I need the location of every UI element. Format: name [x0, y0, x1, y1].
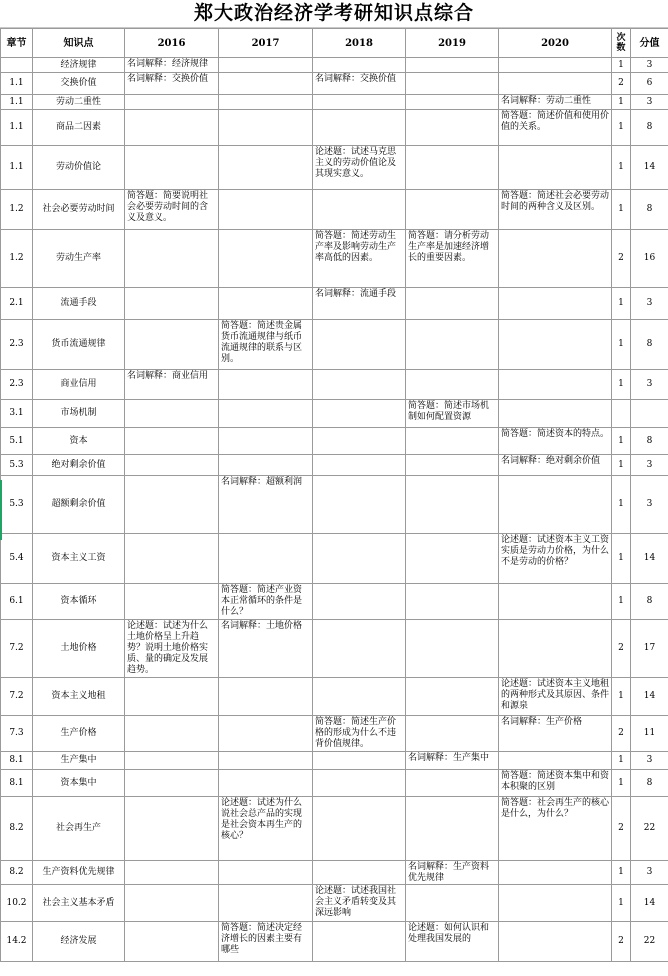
y2019-cell[interactable]: [406, 455, 499, 476]
score-cell[interactable]: 14: [631, 885, 668, 922]
y2017-cell[interactable]: 简答题：简述产业资本正常循环的条件是什么？: [219, 584, 313, 620]
score-cell[interactable]: 8: [631, 110, 668, 146]
header-year-2019: 2019: [406, 29, 499, 58]
score-cell[interactable]: 8: [631, 428, 668, 455]
score-cell[interactable]: 14: [631, 678, 668, 716]
table-row: [1, 320, 668, 370]
y2020-cell[interactable]: 简答题：简述社会必要劳动时间的两种含义及区别。: [499, 190, 612, 230]
chapter-cell[interactable]: 7.2: [1, 678, 33, 716]
y2018-cell[interactable]: [313, 534, 406, 584]
y2016-cell[interactable]: [125, 146, 219, 190]
y2020-cell[interactable]: [499, 752, 612, 770]
count-cell[interactable]: 1: [612, 58, 631, 73]
chapter-cell[interactable]: [1, 58, 33, 73]
y2019-cell[interactable]: [406, 476, 499, 534]
point-cell[interactable]: 社会必要劳动时间: [33, 190, 125, 230]
chapter-cell[interactable]: 10.2: [1, 885, 33, 922]
y2019-cell[interactable]: 名词解释：生产资料优先规律: [406, 861, 499, 885]
score-cell[interactable]: 14: [631, 146, 668, 190]
chapter-cell[interactable]: 5.3: [1, 476, 33, 534]
count-cell[interactable]: 2: [612, 922, 631, 962]
table-row: [1, 58, 668, 73]
score-cell[interactable]: 8: [631, 770, 668, 797]
count-cell[interactable]: 1: [612, 752, 631, 770]
y2017-cell[interactable]: [219, 534, 313, 584]
y2020-cell[interactable]: [499, 370, 612, 400]
y2018-cell[interactable]: [313, 922, 406, 962]
y2020-cell[interactable]: [499, 400, 612, 428]
score-cell[interactable]: 3: [631, 288, 668, 320]
chapter-cell[interactable]: 8.2: [1, 861, 33, 885]
y2018-cell[interactable]: [313, 678, 406, 716]
y2020-cell[interactable]: 简答题：简述资本集中和资本积聚的区别: [499, 770, 612, 797]
y2018-cell[interactable]: [313, 190, 406, 230]
y2019-cell[interactable]: [406, 770, 499, 797]
chapter-cell[interactable]: 5.3: [1, 455, 33, 476]
count-cell[interactable]: 1: [612, 146, 631, 190]
y2019-cell[interactable]: [406, 110, 499, 146]
point-cell[interactable]: 商业信用: [33, 370, 125, 400]
table-row: [1, 288, 668, 320]
y2017-cell[interactable]: [219, 455, 313, 476]
y2019-cell[interactable]: [406, 678, 499, 716]
y2020-cell[interactable]: 论述题：试述资本主义工资实质是劳动力价格，为什么不是劳动的价格？: [499, 534, 612, 584]
y2019-cell[interactable]: [406, 73, 499, 95]
y2016-cell[interactable]: [125, 110, 219, 146]
y2017-cell[interactable]: [219, 190, 313, 230]
y2019-cell[interactable]: [406, 428, 499, 455]
row-selection-marker: [0, 480, 2, 540]
table-row: [1, 678, 668, 716]
y2018-cell[interactable]: [313, 95, 406, 110]
y2020-cell[interactable]: [499, 885, 612, 922]
count-cell[interactable]: [612, 400, 631, 428]
y2017-cell[interactable]: [219, 58, 313, 73]
y2019-cell[interactable]: [406, 58, 499, 73]
y2019-cell[interactable]: [406, 95, 499, 110]
y2018-cell[interactable]: 论述题：试述马克思主义的劳动价值论及其现实意义。: [313, 146, 406, 190]
y2020-cell[interactable]: 论述题：试述资本主义地租的两种形式及其原因、条件和源泉: [499, 678, 612, 716]
table-row: [1, 73, 668, 95]
y2016-cell[interactable]: [125, 320, 219, 370]
y2017-cell[interactable]: [219, 885, 313, 922]
table-row: [1, 752, 668, 770]
y2017-cell[interactable]: [219, 288, 313, 320]
y2020-cell[interactable]: 简答题：简述价值和使用价值的关系。: [499, 110, 612, 146]
y2018-cell[interactable]: 名词解释：流通手段: [313, 288, 406, 320]
chapter-cell[interactable]: 1.2: [1, 190, 33, 230]
y2018-cell[interactable]: [313, 58, 406, 73]
score-cell[interactable]: 3: [631, 58, 668, 73]
y2017-cell[interactable]: 名词解释：超额利润: [219, 476, 313, 534]
count-cell[interactable]: 2: [612, 73, 631, 95]
point-cell[interactable]: 社会再生产: [33, 797, 125, 861]
y2017-cell[interactable]: 名词解释：土地价格: [219, 620, 313, 678]
point-cell[interactable]: 流通手段: [33, 288, 125, 320]
y2020-cell[interactable]: 名词解释：劳动二重性: [499, 95, 612, 110]
chapter-cell[interactable]: 1.2: [1, 230, 33, 288]
point-cell[interactable]: 货币流通规律: [33, 320, 125, 370]
chapter-cell[interactable]: 14.2: [1, 922, 33, 962]
y2020-cell[interactable]: [499, 922, 612, 962]
y2016-cell[interactable]: [125, 95, 219, 110]
y2017-cell[interactable]: [219, 400, 313, 428]
y2018-cell[interactable]: [313, 400, 406, 428]
table-row: [1, 885, 668, 922]
table-row: [1, 370, 668, 400]
y2017-cell[interactable]: [219, 95, 313, 110]
score-cell[interactable]: 17: [631, 620, 668, 678]
point-cell[interactable]: 劳动二重性: [33, 95, 125, 110]
header-count: 次数: [612, 29, 631, 58]
count-cell[interactable]: 1: [612, 861, 631, 885]
count-cell[interactable]: 1: [612, 534, 631, 584]
y2018-cell[interactable]: 简答题：简述劳动生产率及影响劳动生产率高低的因素。: [313, 230, 406, 288]
header-point: 知识点: [33, 29, 125, 58]
y2019-cell[interactable]: [406, 370, 499, 400]
y2017-cell[interactable]: [219, 230, 313, 288]
table-row: [1, 95, 668, 110]
score-cell[interactable]: 14: [631, 534, 668, 584]
y2017-cell[interactable]: [219, 716, 313, 752]
y2019-cell[interactable]: [406, 584, 499, 620]
y2017-cell[interactable]: [219, 770, 313, 797]
chapter-cell[interactable]: 2.3: [1, 320, 33, 370]
point-cell[interactable]: 生产资料优先规律: [33, 861, 125, 885]
table-row: [1, 190, 668, 230]
y2018-cell[interactable]: [313, 455, 406, 476]
header-chapter: 章节: [1, 29, 33, 58]
y2017-cell[interactable]: 简答题：简述贵金属货币流通规律与纸币流通规律的联系与区别。: [219, 320, 313, 370]
score-cell[interactable]: 3: [631, 95, 668, 110]
y2018-cell[interactable]: [313, 797, 406, 861]
table-row: [1, 716, 668, 752]
count-cell[interactable]: 1: [612, 320, 631, 370]
y2016-cell[interactable]: [125, 400, 219, 428]
y2017-cell[interactable]: [219, 370, 313, 400]
y2020-cell[interactable]: [499, 146, 612, 190]
point-cell[interactable]: 生产价格: [33, 716, 125, 752]
point-cell[interactable]: 劳动价值论: [33, 146, 125, 190]
point-cell[interactable]: 经济发展: [33, 922, 125, 962]
chapter-cell[interactable]: 7.2: [1, 620, 33, 678]
point-cell[interactable]: 资本集中: [33, 770, 125, 797]
count-cell[interactable]: 1: [612, 370, 631, 400]
header-year-2017: 2017: [219, 29, 313, 58]
sheet-title: 郑大政治经济学考研知识点综合: [0, 0, 668, 28]
y2017-cell[interactable]: [219, 428, 313, 455]
count-cell[interactable]: 2: [612, 230, 631, 288]
count-cell[interactable]: 1: [612, 288, 631, 320]
y2016-cell[interactable]: [125, 584, 219, 620]
y2019-cell[interactable]: [406, 797, 499, 861]
y2017-cell[interactable]: [219, 146, 313, 190]
y2020-cell[interactable]: 简答题：简述资本的特点。: [499, 428, 612, 455]
point-cell[interactable]: 超额剩余价值: [33, 476, 125, 534]
y2016-cell[interactable]: [125, 678, 219, 716]
y2019-cell[interactable]: [406, 146, 499, 190]
count-cell[interactable]: 1: [612, 95, 631, 110]
y2020-cell[interactable]: 名词解释：绝对剩余价值: [499, 455, 612, 476]
y2018-cell[interactable]: [313, 428, 406, 455]
y2016-cell[interactable]: 论述题：试述为什么土地价格呈上升趋势？说明土地价格实质、量的确定及发展趋势。: [125, 620, 219, 678]
score-cell[interactable]: 3: [631, 861, 668, 885]
y2020-cell[interactable]: [499, 620, 612, 678]
table-row: [1, 455, 668, 476]
y2016-cell[interactable]: [125, 885, 219, 922]
point-cell[interactable]: 资本循环: [33, 584, 125, 620]
y2019-cell[interactable]: [406, 620, 499, 678]
point-cell[interactable]: 经济规律: [33, 58, 125, 73]
score-cell[interactable]: 3: [631, 455, 668, 476]
count-cell[interactable]: 1: [612, 584, 631, 620]
y2020-cell[interactable]: [499, 58, 612, 73]
chapter-cell[interactable]: 5.4: [1, 534, 33, 584]
count-cell[interactable]: 1: [612, 476, 631, 534]
y2019-cell[interactable]: 论述题：如何认识和处理我国发展的: [406, 922, 499, 962]
header-year-2016: 2016: [125, 29, 219, 58]
y2020-cell[interactable]: [499, 584, 612, 620]
y2020-cell[interactable]: [499, 320, 612, 370]
chapter-cell[interactable]: 6.1: [1, 584, 33, 620]
y2016-cell[interactable]: [125, 770, 219, 797]
y2019-cell[interactable]: [406, 716, 499, 752]
score-cell[interactable]: 8: [631, 320, 668, 370]
y2020-cell[interactable]: 简答题：社会再生产的核心是什么，为什么？: [499, 797, 612, 861]
y2018-cell[interactable]: 简答题：简述生产价格的形成为什么不违背价值规律。: [313, 716, 406, 752]
count-cell[interactable]: 2: [612, 716, 631, 752]
header-year-2018: 2018: [313, 29, 406, 58]
y2018-cell[interactable]: [313, 752, 406, 770]
count-cell[interactable]: 1: [612, 455, 631, 476]
count-cell[interactable]: 1: [612, 110, 631, 146]
chapter-cell[interactable]: 8.1: [1, 752, 33, 770]
count-cell[interactable]: 1: [612, 428, 631, 455]
point-cell[interactable]: 商品二因素: [33, 110, 125, 146]
count-cell[interactable]: 1: [612, 770, 631, 797]
count-cell[interactable]: 1: [612, 885, 631, 922]
y2016-cell[interactable]: [125, 752, 219, 770]
count-cell[interactable]: 2: [612, 620, 631, 678]
y2016-cell[interactable]: [125, 230, 219, 288]
chapter-cell[interactable]: 2.3: [1, 370, 33, 400]
y2018-cell[interactable]: [313, 476, 406, 534]
point-cell[interactable]: 绝对剩余价值: [33, 455, 125, 476]
table-row: [1, 861, 668, 885]
chapter-cell[interactable]: 5.1: [1, 428, 33, 455]
table-row: [1, 584, 668, 620]
y2016-cell[interactable]: [125, 716, 219, 752]
y2018-cell[interactable]: [313, 370, 406, 400]
y2016-cell[interactable]: [125, 797, 219, 861]
score-cell[interactable]: 8: [631, 584, 668, 620]
y2020-cell[interactable]: [499, 476, 612, 534]
table-row: [1, 922, 668, 962]
y2016-cell[interactable]: 名词解释：商业信用: [125, 370, 219, 400]
score-cell[interactable]: 22: [631, 922, 668, 962]
y2020-cell[interactable]: [499, 73, 612, 95]
y2019-cell[interactable]: [406, 288, 499, 320]
y2017-cell[interactable]: [219, 73, 313, 95]
chapter-cell[interactable]: 8.1: [1, 770, 33, 797]
chapter-cell[interactable]: 1.1: [1, 95, 33, 110]
point-cell[interactable]: 资本主义地租: [33, 678, 125, 716]
y2019-cell[interactable]: [406, 534, 499, 584]
score-cell[interactable]: 11: [631, 716, 668, 752]
y2017-cell[interactable]: 论述题：试述为什么说社会总产品的实现是社会资本再生产的核心？: [219, 797, 313, 861]
count-cell[interactable]: 2: [612, 797, 631, 861]
y2020-cell[interactable]: 名词解释：生产价格: [499, 716, 612, 752]
chapter-cell[interactable]: 2.1: [1, 288, 33, 320]
table-row: [1, 146, 668, 190]
header-year-2020: 2020: [499, 29, 612, 58]
y2016-cell[interactable]: 简答题：简要说明社会必要劳动时间的含义及意义。: [125, 190, 219, 230]
score-cell[interactable]: 22: [631, 797, 668, 861]
y2020-cell[interactable]: [499, 861, 612, 885]
table-row: [1, 110, 668, 146]
y2016-cell[interactable]: [125, 476, 219, 534]
y2016-cell[interactable]: [125, 861, 219, 885]
y2020-cell[interactable]: [499, 288, 612, 320]
score-cell[interactable]: 16: [631, 230, 668, 288]
y2017-cell[interactable]: [219, 752, 313, 770]
y2016-cell[interactable]: 名词解释：交换价值: [125, 73, 219, 95]
y2018-cell[interactable]: 论述题：试述我国社会主义矛盾转变及其深远影响: [313, 885, 406, 922]
y2016-cell[interactable]: [125, 288, 219, 320]
table-row: [1, 428, 668, 455]
y2018-cell[interactable]: [313, 110, 406, 146]
y2019-cell[interactable]: [406, 885, 499, 922]
point-cell[interactable]: 资本: [33, 428, 125, 455]
table-row: [1, 230, 668, 288]
knowledge-table: [0, 28, 668, 962]
table-row: [1, 770, 668, 797]
score-cell[interactable]: 3: [631, 752, 668, 770]
y2018-cell[interactable]: [313, 770, 406, 797]
point-cell[interactable]: 资本主义工资: [33, 534, 125, 584]
y2020-cell[interactable]: [499, 230, 612, 288]
point-cell[interactable]: 交换价值: [33, 73, 125, 95]
y2016-cell[interactable]: [125, 428, 219, 455]
point-cell[interactable]: 生产集中: [33, 752, 125, 770]
y2017-cell[interactable]: [219, 861, 313, 885]
y2017-cell[interactable]: [219, 678, 313, 716]
point-cell[interactable]: 市场机制: [33, 400, 125, 428]
y2019-cell[interactable]: 简答题：请分析劳动生产率是加速经济增长的重要因素。: [406, 230, 499, 288]
header-row: [1, 29, 668, 58]
chapter-cell[interactable]: 8.2: [1, 797, 33, 861]
chapter-cell[interactable]: 1.1: [1, 73, 33, 95]
table-row: [1, 797, 668, 861]
y2018-cell[interactable]: [313, 861, 406, 885]
y2019-cell[interactable]: [406, 190, 499, 230]
y2016-cell[interactable]: [125, 455, 219, 476]
y2019-cell[interactable]: 简答题：简述市场机制如何配置资源: [406, 400, 499, 428]
table-row: [1, 534, 668, 584]
y2018-cell[interactable]: [313, 620, 406, 678]
score-cell[interactable]: 6: [631, 73, 668, 95]
score-cell[interactable]: 3: [631, 370, 668, 400]
y2018-cell[interactable]: [313, 584, 406, 620]
chapter-cell[interactable]: 1.1: [1, 110, 33, 146]
y2019-cell[interactable]: 名词解释：生产集中: [406, 752, 499, 770]
y2018-cell[interactable]: 名词解释：交换价值: [313, 73, 406, 95]
y2019-cell[interactable]: [406, 320, 499, 370]
point-cell[interactable]: 土地价格: [33, 620, 125, 678]
chapter-cell[interactable]: 3.1: [1, 400, 33, 428]
table-row: [1, 620, 668, 678]
count-cell[interactable]: 1: [612, 678, 631, 716]
chapter-cell[interactable]: 1.1: [1, 146, 33, 190]
y2017-cell[interactable]: [219, 110, 313, 146]
header-score: 分值: [631, 29, 668, 58]
y2016-cell[interactable]: [125, 922, 219, 962]
score-cell[interactable]: [631, 400, 668, 428]
table-row: [1, 400, 668, 428]
y2016-cell[interactable]: [125, 534, 219, 584]
point-cell[interactable]: 劳动生产率: [33, 230, 125, 288]
point-cell[interactable]: 社会主义基本矛盾: [33, 885, 125, 922]
y2016-cell[interactable]: 名词解释：经济规律: [125, 58, 219, 73]
chapter-cell[interactable]: 7.3: [1, 716, 33, 752]
score-cell[interactable]: 8: [631, 190, 668, 230]
score-cell[interactable]: 3: [631, 476, 668, 534]
table-row: [1, 476, 668, 534]
count-cell[interactable]: 1: [612, 190, 631, 230]
y2017-cell[interactable]: 简答题：简述决定经济增长的因素主要有哪些: [219, 922, 313, 962]
y2018-cell[interactable]: [313, 320, 406, 370]
